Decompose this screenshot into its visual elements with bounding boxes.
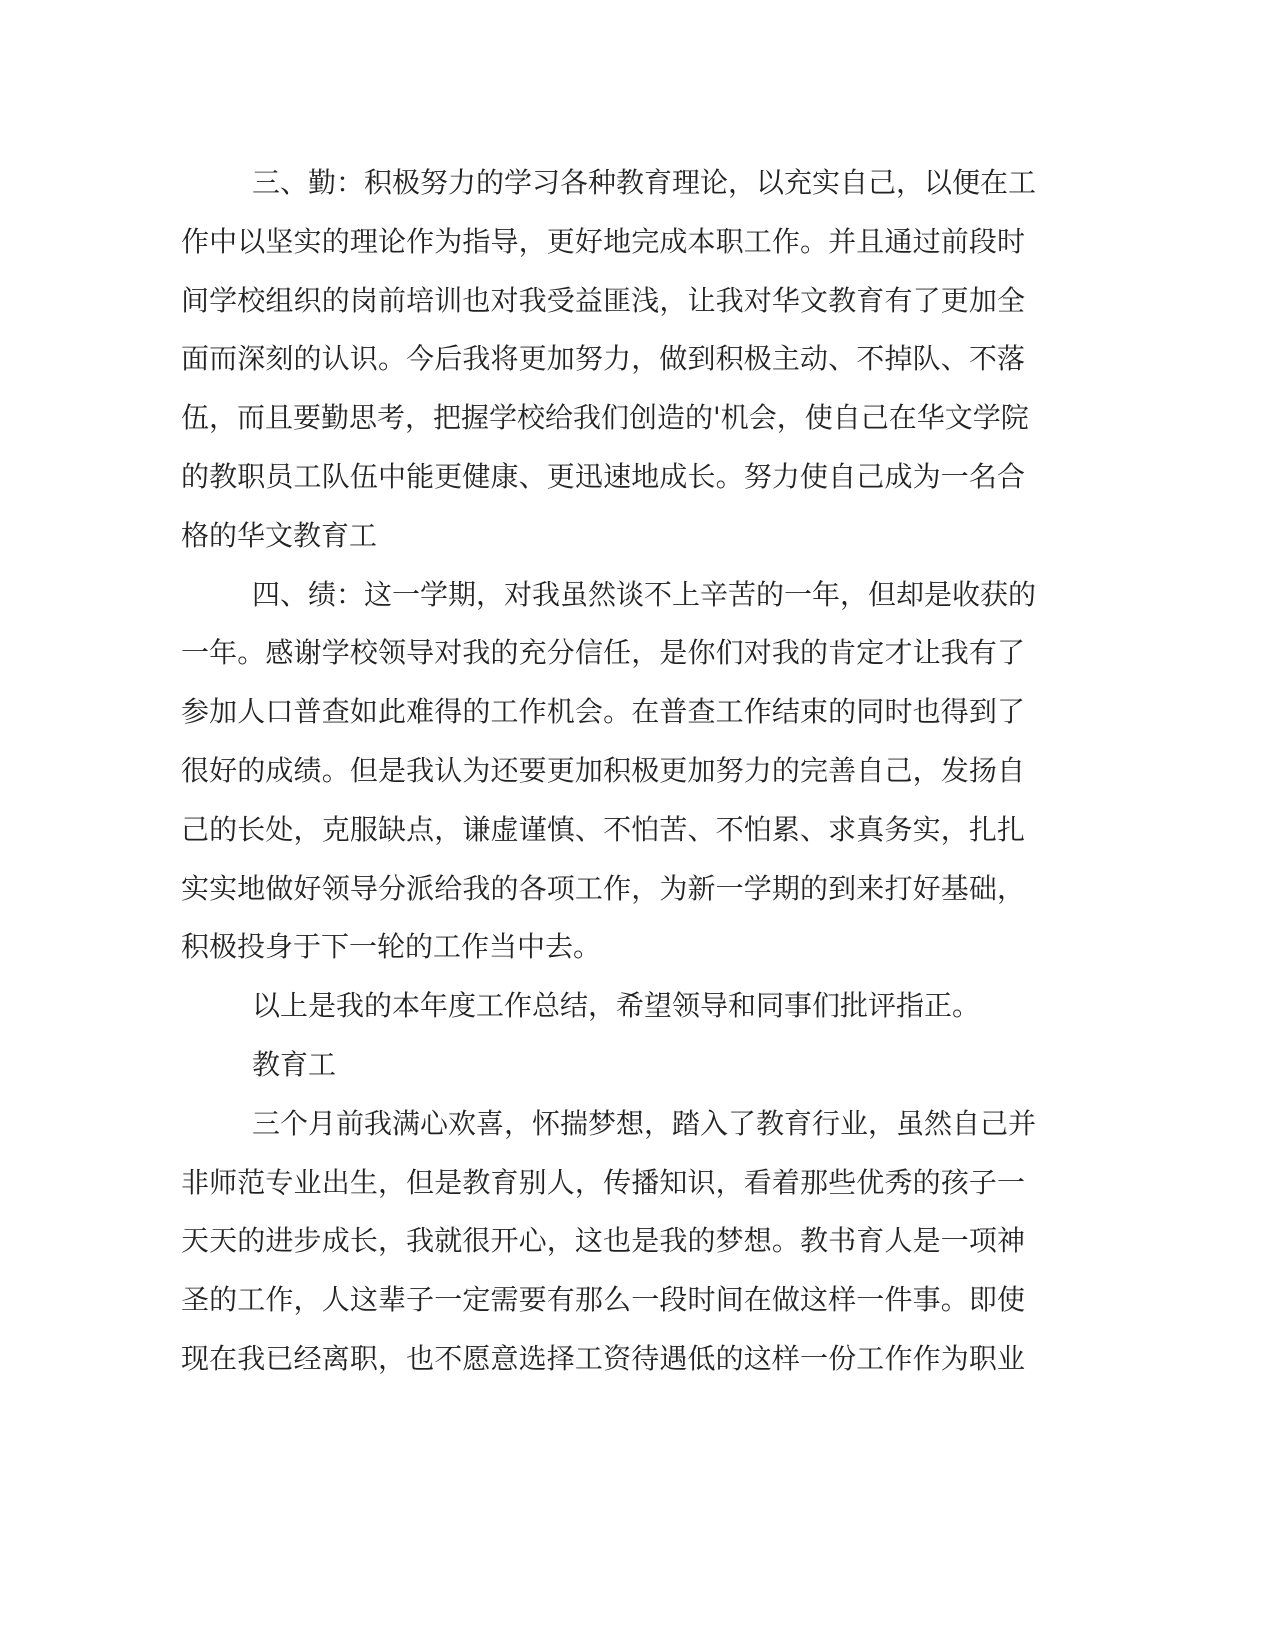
text-line: 现在我已经离职，也不愿意选择工资待遇低的这样一份工作作为职业: [181, 1341, 1025, 1375]
text-line: 伍，而且要勤思考，把握学校给我们创造的'机会，使自己在华文学院: [181, 401, 1029, 435]
text-line: 圣的工作，人这辈子一定需要有那么一段时间在做这样一件事。即使: [181, 1283, 1025, 1317]
text-line: 的教职员工队伍中能更健康、更迅速地成长。努力使自己成为一名合: [181, 459, 1025, 493]
text-line: 参加人口普查如此难得的工作机会。在普查工作结束的同时也得到了: [181, 695, 1025, 729]
text-line: 很好的成绩。但是我认为还要更加积极更加努力的完善自己，发扬自: [181, 753, 1025, 787]
text-line: 以上是我的本年度工作总结，希望领导和同事们批评指正。: [252, 989, 981, 1023]
text-line: 天天的进步成长，我就很开心，这也是我的梦想。教书育人是一项神: [181, 1224, 1025, 1258]
paragraph-closing: [181, 977, 1025, 1036]
text-line: 三个月前我满心欢喜，怀揣梦想，踏入了教育行业，虽然自己并: [252, 1106, 1037, 1140]
section-heading: [181, 1036, 1025, 1095]
text-line: 作中以坚实的理论作为指导，更好地完成本职工作。并且通过前段时: [181, 224, 1025, 258]
text-line: 格的华文教育工: [181, 518, 378, 552]
text-line: 非师范专业出生，但是教育别人，传播知识，看着那些优秀的孩子一: [181, 1165, 1025, 1199]
text-line: 实实地做好领导分派给我的各项工作，为新一学期的到来打好基础，: [181, 871, 1025, 905]
paragraph-achievement: [181, 566, 1037, 978]
text-line: 教育工: [252, 1047, 337, 1081]
text-line: 己的长处，克服缺点，谦虚谨慎、不怕苦、不怕累、求真务实，扎扎: [181, 812, 1025, 846]
text-line: 三、勤：积极努力的学习各种教育理论，以充实自己，以便在工: [252, 166, 1037, 199]
text-line: 积极投身于下一轮的工作当中去。: [181, 930, 602, 964]
text-line: 面而深刻的认识。今后我将更加努力，做到积极主动、不掉队、不落: [181, 342, 1025, 376]
paragraph-reflection: [181, 1095, 1037, 1389]
text-line: 四、绩：这一学期，对我虽然谈不上辛苦的一年，但却是收获的: [252, 577, 1037, 611]
paragraph-diligence: [181, 154, 1037, 566]
text-line: 一年。感谢学校领导对我的充分信任，是你们对我的肯定才让我有了: [181, 636, 1025, 670]
text-line: 间学校组织的岗前培训也对我受益匪浅，让我对华文教育有了更加全: [181, 283, 1025, 317]
